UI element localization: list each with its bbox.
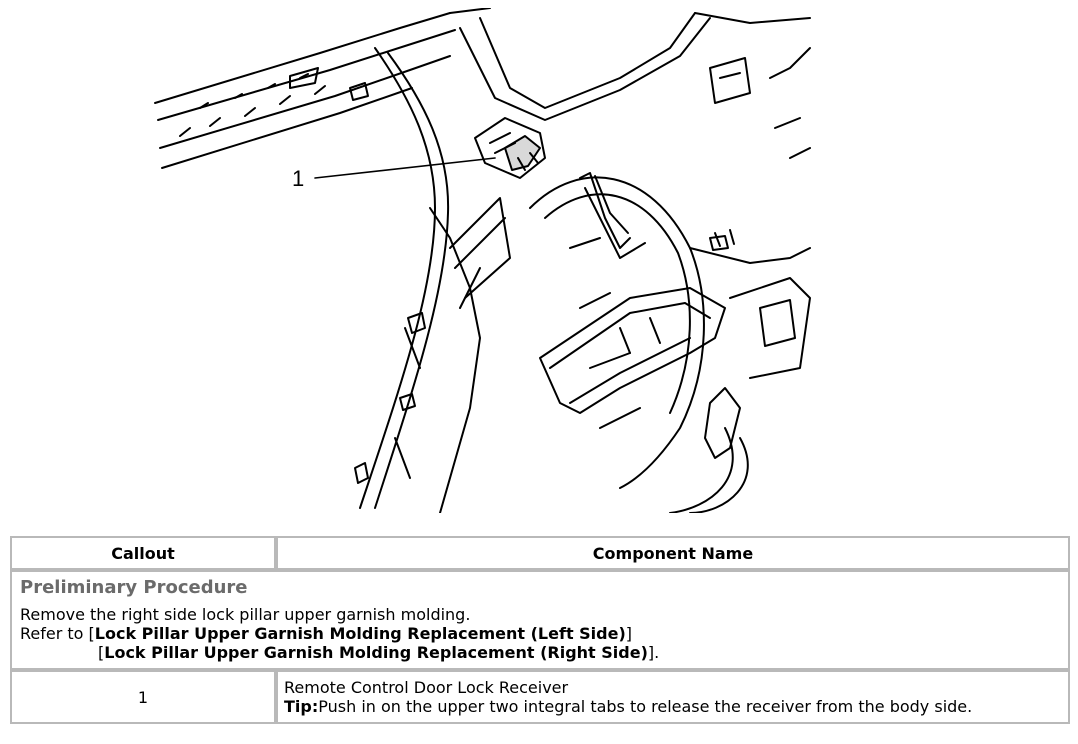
- preliminary-step: Remove the right side lock pillar upper garnish molding.: [20, 605, 471, 624]
- header-callout: Callout: [10, 536, 276, 570]
- lock-pillar: [355, 48, 510, 513]
- table-header-row: [10, 536, 1070, 570]
- preliminary-cell: [10, 570, 1070, 670]
- vehicle-body-illustration: [150, 8, 820, 513]
- wheelhouse: [530, 173, 810, 488]
- ref-left-suffix: ]: [625, 624, 633, 643]
- quarter-duct: [540, 278, 810, 513]
- reference-line-right: [20, 643, 1060, 662]
- door-lock-receiver: [475, 118, 545, 178]
- callout-label: 1: [292, 166, 305, 191]
- component-name: Remote Control Door Lock Receiver: [284, 678, 569, 697]
- preliminary-row: [10, 570, 1070, 670]
- tip-label: Tip:: [284, 697, 319, 716]
- reference-line-left: [20, 624, 1060, 643]
- tip-text: Push in on the upper two integral tabs to release the receiver from the body side.: [318, 697, 973, 716]
- preliminary-title: Preliminary Procedure: [20, 577, 248, 598]
- table-row: [10, 670, 1070, 724]
- component-tip: [284, 697, 1062, 716]
- callout-1: [292, 158, 495, 191]
- reference-link-right[interactable]: Lock Pillar Upper Garnish Molding Replacement (Right Side): [104, 643, 648, 662]
- ref-right-suffix: ].: [647, 643, 660, 662]
- header-component-name: Component Name: [276, 536, 1070, 570]
- refer-prefix: Refer to [: [20, 624, 95, 643]
- component-cell: [276, 670, 1070, 724]
- ref-right-prefix: [: [98, 643, 105, 662]
- roof-rail: [155, 13, 455, 168]
- callout-number: 1: [10, 670, 276, 724]
- procedure-table: [10, 536, 1070, 724]
- reference-link-left[interactable]: Lock Pillar Upper Garnish Molding Replacement (Left Side): [94, 624, 626, 643]
